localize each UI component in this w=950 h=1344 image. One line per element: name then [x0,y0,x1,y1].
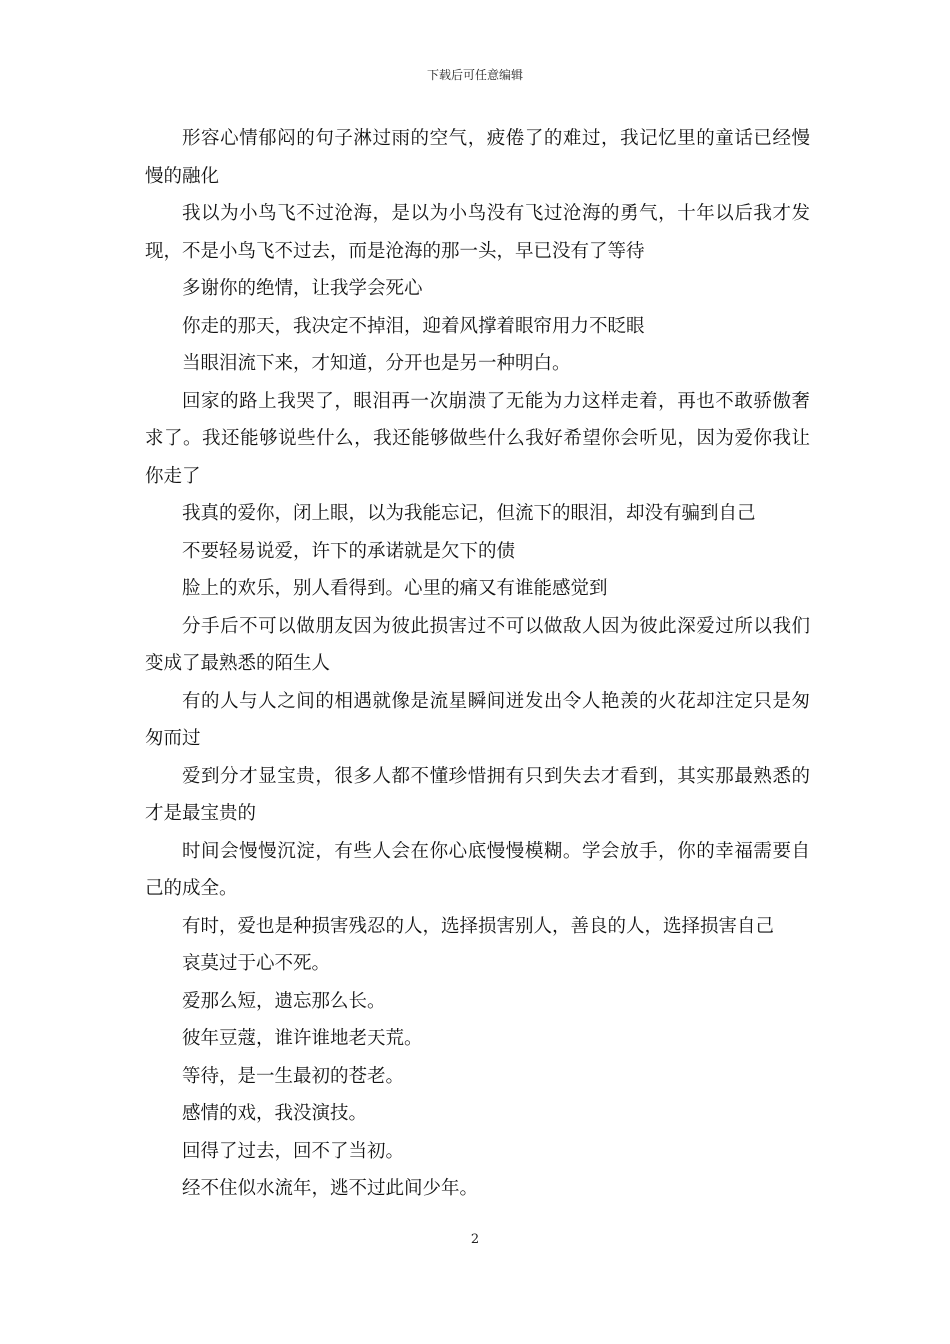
page-header: 下载后可任意编辑 [426,68,523,82]
paragraph: 形容心情郁闷的句子淋过雨的空气，疲倦了的难过，我记忆里的童话已经慢慢的融化 [145,128,810,187]
paragraph: 回得了过去，回不了当初。 [182,1140,405,1162]
paragraph: 有的人与人之间的相遇就像是流星瞬间迸发出令人艳羡的火花却注定只是匆匆而过 [145,690,810,749]
paragraph: 我真的爱你，闭上眼，以为我能忘记，但流下的眼泪，却没有骗到自己 [182,503,756,524]
paragraph: 当眼泪流下来，才知道，分开也是另一种明白。 [182,353,571,374]
paragraph: 我以为小鸟飞不过沧海，是以为小鸟没有飞过沧海的勇气，十年以后我才发现，不是小鸟飞不过去，而是沧海的那一头，早已没有了等待 [145,203,810,262]
paragraph: 彼年豆蔻，谁许谁地老天荒。 [182,1028,423,1049]
paragraph: 时间会慢慢沉淀，有些人会在你心底慢慢模糊。学会放手，你的幸福需要自己的成全。 [145,840,810,899]
paragraph: 不要轻易说爱，许下的承诺就是欠下的债 [182,540,516,562]
paragraph: 你走的那天，我决定不掉泪，迎着风撑着眼帘用力不眨眼 [182,315,645,337]
paragraph: 爱到分才显宝贵，很多人都不懂珍惜拥有只到失去才看到，其实那最熟悉的才是最宝贵的 [145,765,810,824]
paragraph: 脸上的欢乐，别人看得到。心里的痛又有谁能感觉到 [182,578,608,599]
paragraph: 感情的戏，我没演技。 [182,1103,368,1124]
paragraph: 爱那么短，遗忘那么长。 [182,990,386,1012]
paragraph: 分手后不可以做朋友因为彼此损害过不可以做敌人因为彼此深爱过所以我们变成了最熟悉的陌生人 [145,615,810,674]
paragraph: 回家的路上我哭了，眼泪再一次崩溃了无能为力这样走着，再也不敢骄傲奢求了。我还能够说些什么，我还能够做些什么我好希望你会听见，因为爱你我让你走了 [145,390,810,487]
paragraph: 经不住似水流年，逃不过此间少年。 [182,1178,479,1199]
paragraph: 多谢你的绝情，让我学会死心 [182,278,423,299]
page-number: 2 [470,1232,480,1247]
body-text [145,120,810,1208]
paragraph: 等待，是一生最初的苍老。 [182,1065,405,1087]
paragraph: 有时，爱也是种损害残忍的人，选择损害别人，善良的人，选择损害自己 [182,915,775,937]
paragraph: 哀莫过于心不死。 [182,953,331,974]
